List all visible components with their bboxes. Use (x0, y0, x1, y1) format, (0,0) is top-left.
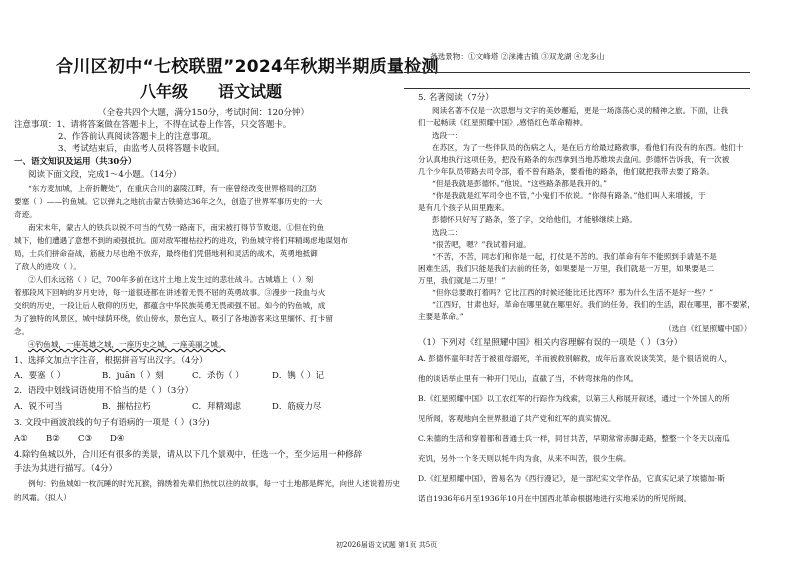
q1-option-c: C．杀伤（ ） (192, 371, 244, 381)
q6-option-c: C.朱德的生活和穿着都和普通士兵一样，同甘共苦，早期常常赤脚走路，整整一个冬天以南瓜 (418, 434, 730, 443)
question-4: 4.除钓鱼城以外，合川还有很多的美景，请从以下几个景观中，任选一个，至少运用一种修辞 (14, 450, 363, 460)
exam-meta: （全卷共四个大题，满分150分，考试时间：120分钟） (98, 108, 309, 118)
excerpt-line: “但你总要敢打着吗？它比江西的时候还能比还比西环？那为什么生活不是好一些？” (432, 288, 714, 297)
note-3: 3、考试结束后，由监考人员将答题卡收回。 (58, 144, 225, 154)
excerpt-line: 分认真地执行这项任务，把没有路条的东西拿到当地苏维埃去盘问。彭德怀告诉我，有一次被 (418, 155, 730, 164)
passage-line: 南宋末年，蒙古人的铁兵以锐不可当的气势一路南下，南宋被打得节节败退。①但在钓鱼 (28, 223, 325, 232)
q6-option-b-cont: 见所闻，客观地向全世界报道了共产党和红军的真实情况。 (418, 414, 616, 423)
exam-grade: 八年级 (140, 82, 189, 101)
excerpt-line: 是有几个孩子从田里跑来。 (418, 203, 510, 212)
q2-option-c: C．拜精竭虑 (192, 402, 242, 412)
excerpt-line: 主要是革命。” (418, 312, 464, 321)
excerpt-2-label: 选段二： (432, 228, 463, 237)
q3-option-a: A① (14, 434, 28, 444)
page-footer: 初2026届语文试题 第1页 共5页 (336, 541, 438, 549)
q4-example-cont: 的风霜。（拟人） (14, 493, 71, 502)
q2-option-d: D．筋疲力尽 (272, 402, 322, 412)
reading-intro-line: 阅读名著不仅是一次思想与文字的美妙邂逅，更是一场涤荡心灵的精神之旅。下面，让我 (432, 106, 729, 115)
excerpt-line: “江西好，甘肃也好，革命在哪里就在哪里好。我们的任务，我们的生活，跟在哪里，都不要紧， (432, 300, 755, 309)
passage-line: ②人们永远铭（ ）记，700年多前在这片土地上发生过的悲壮战斗。古城墙上（ ）刻 (28, 275, 314, 284)
section1-intro: 阅读下面文段，完成1～4小题。（14分） (28, 170, 182, 180)
scenery-options: 备选景物：①文峰塔 ②涞滩古镇 ③双龙湖 ④龙多山 (430, 52, 605, 61)
passage-line: 着那段风下回响的岁月史诗，每一道很迹都在讲述着无畏不屈的英勇故事。③漫步一段血与火 (14, 288, 326, 297)
q1-option-b: B．juān（ ）刻 (102, 371, 164, 381)
excerpt-line: 几个少年队员带路去司令部，看不曾有路条，要看他的路条，他们就把我带去要了路条。 (418, 167, 715, 176)
passage-line: 交织的历史，一段让后人敬仰的历史，都蕴含中华民族英勇无畏顽强不屈。如今的钓鱼城，成 (14, 301, 326, 310)
note-2: 2、作答前认真阅读答题卡上的注意事项。 (58, 132, 217, 142)
q3-option-d: D④ (110, 434, 125, 444)
question-3: 3. 文段中画波浪线的句子有语病的一项是（ ）(3分) (14, 418, 210, 428)
answer-line (404, 72, 750, 73)
passage-line: 念。 (14, 327, 30, 336)
excerpt-line: “很苦吧，嗯？”我试着问道。 (432, 240, 531, 249)
q6-option-a: A. 彭德怀童年时苦于被祖母溺死，羊而被救别解救，成年后喜欢说谈笑笑，是个很话说的人， (418, 354, 733, 363)
q3-option-c: C③ (78, 434, 93, 444)
q6-option-d-cont: 诺自1936年6月至1936年10月在中国西北革命根据地进行实地采访的所见所闻。 (418, 494, 692, 503)
reading-intro-line: 们一起畅读《红星照耀中国》,感悟红色革命精神。 (418, 118, 588, 127)
answer-line (404, 88, 750, 89)
question-5: 5. 名著阅读（7分） (418, 93, 494, 103)
excerpt-1-label: 选段一： (432, 131, 463, 140)
passage-line: 要塞（ ）——钓鱼城。它以弹丸之地抗击蒙古铁骑达36年之久，创造了世界军事历史的一大 (14, 197, 323, 206)
question-1: 1、选择文加点字注音，根据拼音写出汉字。（4分） (14, 356, 208, 366)
excerpt-line: “你是我就是红军司令也不管，”小鬼们不依说。“你得有路条。”他们叫人来增援，于 (432, 191, 706, 200)
exam-subject: 语文试题 (218, 82, 283, 101)
q3-option-b: B② (46, 434, 60, 444)
passage-line: 局，士兵们拼命奋战，筋疲力尽也绝不放弃，最终他们凭借地利和灵活的战术，英勇地抵御 (14, 249, 318, 258)
q4-example: 例句：钓鱼城如一枚沉睡的时光瓦猴，锦绣着先辈们热忱以往的故事，每一寸土地都是辉光，向世人述说着历史 (28, 479, 401, 488)
q6-option-c-cont: 充饥，另外一个冬天则以牦牛肉为食，从来不叫苦，很少生病。 (418, 454, 631, 463)
q1-option-d: D．镌（ ）记 (272, 371, 325, 381)
passage-line: 奇迹。 (14, 210, 37, 219)
q2-option-b: B．摧枯拉朽 (102, 402, 151, 412)
excerpt-line: 彭德怀只好写了路条，签了字，交给他们，才能够继续上路。 (432, 215, 638, 224)
q6-option-d: D.《红星照耀中国》，曾易名为《西行漫记》，是一部纪实文学作品，它真实记录了埃德加·斯 (418, 474, 725, 483)
passage-line: ④钓鱼城，一座英雄之城，一座历史之城，一座美丽之城。 (28, 340, 226, 349)
q2-option-a: A．锐不可当 (14, 402, 63, 412)
excerpt-source: （选自《红星照耀中国》） (664, 324, 752, 333)
q6-option-b: B.《红星照耀中国》以工农红军的行踪作为线索，以第三人称展开叙述，通过一个外国人的所 (418, 394, 730, 403)
question-6: （1）下列对《红星照耀中国》相关内容理解有误的一项是（ ）（3分） (418, 338, 683, 348)
excerpt-line: 万里，我们就是二万里！” (418, 276, 506, 285)
passage-line: 为了独特的风景区，城中绿荫环绕，依山傍水，景色宜人，吸引了各地游客来这里缅怀、打卡留 (14, 314, 333, 323)
passage-line: “东方麦加城，上帝折鞭处”，在重庆合川的嘉陵江畔，有一座曾经改变世界格局的江防 (28, 184, 317, 193)
excerpt-line: “但是我就是彭德怀。”他说。“这些路条都是我开的。” (432, 179, 607, 188)
q6-option-a-cont: 他的谈话举止里有一种开门见山，直截了当，不转弯抹角的作风。 (418, 374, 639, 383)
note-1: 注意事项：1、请将答案做在答题卡上，不得在试卷上作答，只交答题卡。 (14, 120, 292, 130)
question-2: 2．语段中划线词语使用不恰当的是（ ）（3分） (14, 386, 194, 396)
excerpt-line: 困难生活，我们只能是我们去前的任务，如果要是一万里，我们就是一万里，如果要是二 (418, 264, 715, 273)
passage-line: 了敌人的进攻（ ）。 (14, 262, 81, 271)
excerpt-line: “不苦，不苦，同志们和你是一起，打仗是不苦的。我们革命有年不能照到手请是不是 (432, 252, 717, 261)
passage-line: 城下，他们遭遇了意想不到的顽强抵抗。面对敌军摧枯拉朽的进攻，钓鱼城守将们拜精竭虑地谋划布 (14, 236, 349, 245)
question-4-cont: 手法为其进行描写。（4分） (14, 464, 118, 474)
exam-title: 合川区初中“七校联盟”2024年秋期半期质量检测 (56, 57, 439, 77)
q1-option-a: A．要塞（ ） (14, 371, 66, 381)
excerpt-line: 在苏区，为了一些伴队员的伤病之人，是在后方给最过路救事，看他们有没有的东西。他们十 (432, 143, 744, 152)
section1-heading: 一、语文知识及运用（共30分） (14, 157, 137, 167)
